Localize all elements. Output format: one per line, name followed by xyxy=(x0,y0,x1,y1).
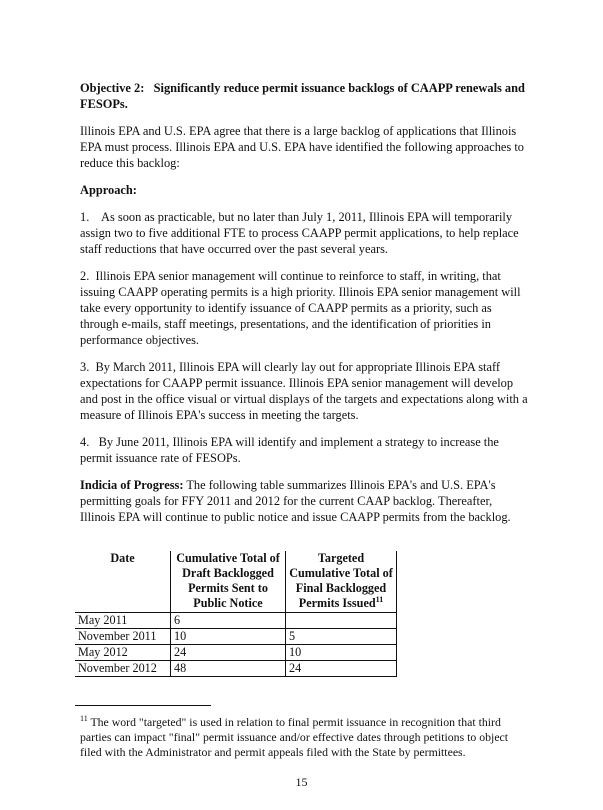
header-final-text: Targeted Cumulative Total of Final Backlogged Permits Issued xyxy=(289,551,393,610)
cell-date: May 2012 xyxy=(75,645,171,661)
cell-draft: 24 xyxy=(171,645,286,661)
indicia-label: Indicia of Progress: xyxy=(80,478,184,492)
cell-date: November 2011 xyxy=(75,629,171,645)
cell-final: 10 xyxy=(286,645,397,661)
cell-date: May 2011 xyxy=(75,613,171,629)
indicia-paragraph xyxy=(80,477,530,525)
approach-heading: Approach: xyxy=(80,183,137,197)
footnote-text: The word "targeted" is used in relation to final permit issuance in recognition that third parties can impact "final" permit issuance and/or effective dates through petitions to object filed with the Administrator and permit appeals filed with the State by permittees. xyxy=(80,715,509,759)
table-row xyxy=(75,645,397,661)
cell-draft: 48 xyxy=(171,661,286,677)
table-header-row xyxy=(75,551,397,613)
page-number: 15 xyxy=(295,775,308,789)
footnote-ref: 11 xyxy=(375,594,384,604)
item-text: By March 2011, Illinois EPA will clearly lay out for appropriate Illinois EPA staff expectations for CAAPP permit issuance. Illinois EPA senior management will develop and post in the office visual or virtual displays of the targets and expectations along with a measure of Illinois EPA's success in meeting the targets. xyxy=(80,360,528,422)
item-number: 3. xyxy=(80,360,90,374)
intro-paragraph: Illinois EPA and U.S. EPA agree that there is a large backlog of applications that Illinois EPA must process. Illinois EPA and U.S. EPA have identified the following approaches to reduce this backlog: xyxy=(80,124,524,170)
cell-draft: 10 xyxy=(171,629,286,645)
table-row xyxy=(75,661,397,677)
cell-final xyxy=(286,613,397,629)
item-text: Illinois EPA senior management will continue to reinforce to staff, in writing, that issuing CAAPP operating permits is a high priority. Illinois EPA senior management will take every opportunity to identify issuance of CAAPP permits as a priority, such as through e-mails, staff meetings, presentations, and the identification of priorities in performance objectives. xyxy=(80,269,521,347)
cell-date: November 2012 xyxy=(75,661,171,677)
objective-title: Significantly reduce permit issuance backlogs of CAAPP renewals and FESOPs. xyxy=(80,81,525,111)
header-date: Date xyxy=(75,551,171,613)
approach-item-2 xyxy=(80,268,530,348)
approach-item-4 xyxy=(80,434,530,466)
item-number: 2. xyxy=(80,269,90,283)
cell-final: 5 xyxy=(286,629,397,645)
footnote-divider xyxy=(75,705,211,706)
item-number: 1. xyxy=(80,210,90,224)
cell-final: 24 xyxy=(286,661,397,677)
header-final-total xyxy=(286,551,397,613)
approach-item-3 xyxy=(80,359,530,423)
objective-heading xyxy=(80,80,530,112)
cell-draft: 6 xyxy=(171,613,286,629)
footnote xyxy=(80,715,530,760)
footnote-number: 11 xyxy=(80,714,88,724)
objective-label: Objective 2: xyxy=(80,81,145,95)
indicia-text: The following table summarizes Illinois EPA's and U.S. EPA's permitting goals for FFY 2011 and 2012 for the current CAAP backlog. Thereafter, Illinois EPA will continue to public notice and issue CAAPP permits from the backlog. xyxy=(80,478,511,524)
permit-goals-table xyxy=(75,551,397,677)
item-text: By June 2011, Illinois EPA will identify and implement a strategy to increase the permit issuance rate of FESOPs. xyxy=(80,435,499,465)
item-text: As soon as practicable, but no later than July 1, 2011, Illinois EPA will temporarily assign two to five additional FTE to process CAAPP permit applications, to help replace staff reductions that have occurred over the past several years. xyxy=(80,210,519,256)
table-row xyxy=(75,613,397,629)
table-row xyxy=(75,629,397,645)
item-number: 4. xyxy=(80,435,90,449)
approach-item-1 xyxy=(80,209,530,257)
header-draft-total: Cumulative Total of Draft Backlogged Permits Sent to Public Notice xyxy=(171,551,286,613)
